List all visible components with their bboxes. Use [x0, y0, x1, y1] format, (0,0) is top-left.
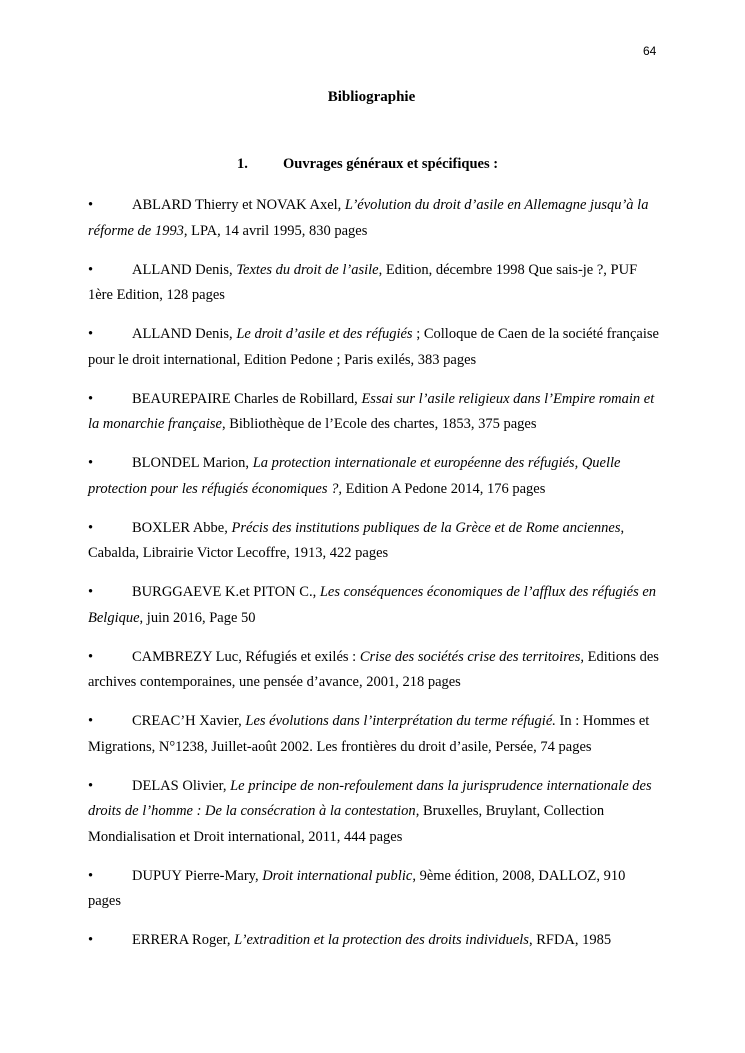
bibliography-entry	[88, 193, 660, 244]
entry-author: BURGGAEVE K.et PITON C.,	[132, 584, 320, 600]
bibliography-entry	[88, 580, 660, 631]
entry-title: Les évolutions dans l’interprétation du terme réfugié.	[245, 713, 556, 729]
bullet-icon: •	[88, 648, 94, 665]
entry-author: DUPUY Pierre-Mary,	[132, 867, 263, 884]
bibliography-entry	[88, 774, 660, 851]
entry-title: Les conséquences économiques de l’afflux des réfugiés en Belgique	[88, 584, 657, 626]
entry-author: ALLAND Denis,	[132, 326, 237, 342]
entry-details: , Bibliothèque de l’Ecole des chartes, 1853, 375 pages	[221, 416, 537, 432]
entry-title: La protection internationale et européenne des réfugiés, Quelle protection pour les réfugiés économiques ?,	[88, 455, 621, 497]
bibliography-entry	[88, 645, 660, 696]
entry-author: DELAS Olivier,	[132, 777, 231, 794]
entry-author: ERRERA Roger,	[132, 932, 235, 948]
bullet-icon: •	[88, 455, 94, 471]
bibliography-list	[88, 193, 660, 967]
entry-title: Crise des sociétés crise des territoires,	[359, 648, 584, 665]
entry-details: , 9ème édition, 2008, DALLOZ, 910 pages	[88, 867, 626, 909]
entry-details: , RFDA, 1985	[528, 932, 612, 948]
bullet-icon: •	[88, 867, 94, 884]
bullet-icon: •	[88, 261, 94, 278]
bullet-icon: •	[88, 777, 94, 794]
entry-details: ; Colloque de Caen de la société française pour le droit international, Edition Pedone ; Paris exilés, 383 pages	[88, 326, 659, 368]
bibliography-entry	[88, 322, 660, 373]
entry-details: In : Hommes et Migrations, N°1238, Juillet-août 2002. Les frontières du droit d’asile, Persée, 74 pages	[88, 713, 650, 755]
bullet-icon: •	[88, 584, 94, 600]
entry-author: CREAC’H Xavier,	[132, 713, 246, 729]
section-number: 1.	[237, 156, 248, 172]
entry-details: Editions des archives contemporaines, une pensée d’avance, 2001, 218 pages	[88, 648, 659, 690]
entry-details: , Bruxelles, Bruylant, Collection Mondialisation et Droit international, 2011, 444 pages	[88, 803, 605, 845]
entry-title: Précis des institutions publiques de la Grèce et de Rome anciennes	[231, 519, 621, 536]
entry-author: BOXLER Abbe,	[132, 519, 232, 536]
bibliography-entry	[88, 516, 660, 567]
entry-title: L’évolution du droit d’asile en Allemagne jusqu’à la réforme de 1993	[88, 197, 649, 239]
entry-author: CAMBREZY Luc, Réfugiés et exilés :	[132, 648, 360, 665]
entry-details: , LPA, 14 avril 1995, 830 pages	[183, 222, 368, 239]
entry-title: Le principe de non-refoulement dans la jurisprudence internationale des droits de l’homme : De la consécration à la contestation	[88, 777, 652, 819]
entry-author: BEAUREPAIRE Charles de Robillard,	[132, 390, 362, 407]
bibliography-entry	[88, 928, 660, 954]
entry-title: Droit international public	[262, 867, 413, 884]
page-title	[0, 89, 745, 106]
entry-author: ALLAND Denis,	[132, 261, 237, 278]
bullet-icon: •	[88, 197, 94, 213]
entry-title: L’extradition et la protection des droits individuels	[234, 932, 529, 948]
page-number: 64	[643, 44, 657, 58]
bibliography-entry	[88, 387, 660, 438]
bullet-icon: •	[88, 713, 94, 729]
bibliography-entry	[88, 451, 660, 502]
bullet-icon: •	[88, 932, 94, 948]
entry-details: Edition A Pedone 2014, 176 pages	[341, 480, 546, 497]
entry-details: , Edition, décembre 1998 Que sais-je ?, PUF 1ère Edition, 128 pages	[88, 261, 638, 303]
bibliography-entry	[88, 258, 660, 309]
bullet-icon: •	[88, 519, 94, 536]
bullet-icon: •	[88, 326, 94, 342]
entry-title: Textes du droit de l’asile	[236, 261, 379, 278]
section-label: Ouvrages généraux et spécifiques :	[283, 156, 499, 172]
bibliography-entry	[88, 709, 660, 760]
page-title-text: Bibliographie	[327, 89, 416, 105]
entry-author: BLONDEL Marion,	[132, 455, 253, 471]
bibliography-entry	[88, 864, 660, 915]
entry-details: , juin 2016, Page 50	[139, 609, 256, 626]
entry-details: , Cabalda, Librairie Victor Lecoffre, 1913, 422 pages	[88, 519, 625, 561]
entry-title: Essai sur l’asile religieux dans l’Empire romain et la monarchie française	[88, 390, 655, 432]
section-heading	[237, 156, 498, 173]
entry-title: Le droit d’asile et des réfugiés	[236, 326, 413, 342]
entry-author: ABLARD Thierry et NOVAK Axel,	[132, 197, 345, 213]
bullet-icon: •	[88, 390, 94, 407]
